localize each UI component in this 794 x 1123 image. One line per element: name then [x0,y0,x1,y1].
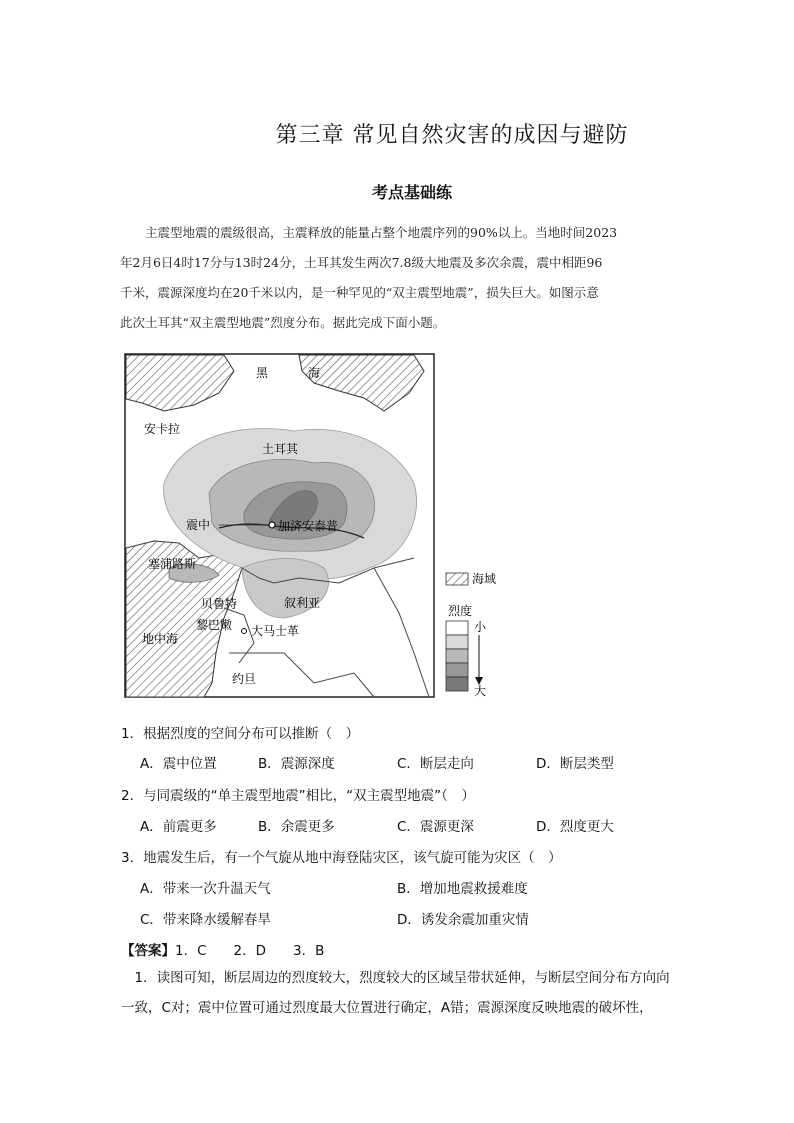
legend-swatch-4 [446,663,468,677]
gaziantep-dot [269,522,275,528]
legend-intensity-label: 烈度 [448,604,473,618]
legend-large-label: 大 [474,684,487,698]
question-3-stem: 3．地震发生后，有一个气旋从地中海登陆灾区，该气旋可能为灾区（ ） [121,850,562,866]
intro-paragraph [120,218,695,338]
label-mediterranean: 地中海 [142,632,179,646]
question-3-option-b: B．增加地震救援难度 [397,881,528,897]
label-turkey: 土耳其 [262,442,299,456]
intro-line: 主震型地震的震级很高，主震释放的能量占整个地震序列的90%以上。当地时间2023 [120,225,618,240]
legend-sea-swatch [446,573,468,585]
legend-sea-label: 海域 [472,572,497,586]
question-2-option-b: B．余震更多 [258,819,335,835]
legend-swatch-5 [446,677,468,691]
label-beirut: 贝鲁特 [201,597,238,611]
question-1-stem: 1．根据烈度的空间分布可以推断（ ） [121,726,360,742]
section-subtitle: 考点基础练 [371,183,452,202]
label-damascus: 大马士革 [251,624,300,638]
question-2-option-c: C．震源更深 [397,819,474,835]
question-1-option-b: B．震源深度 [258,756,335,772]
legend-swatch-2 [446,635,468,649]
question-2-option-d: D．烈度更大 [536,819,614,835]
intro-line: 千米，震源深度均在20千米以内，是一种罕见的“双主震型地震”，损失巨大。如图示意 [120,285,599,300]
question-3-option-d: D．诱发余震加重灾情 [397,912,529,928]
intro-line: 年2月6日4时17分与13时24分，土耳其发生两次7.8级大地震及多次余震，震中相距96 [120,255,603,270]
label-black-sea-2: 海 [308,366,321,380]
explanation-line: 一致，C对；震中位置可通过烈度最大位置进行确定，A错；震源深度反映地震的破坏性， [121,1000,653,1016]
legend-swatch-1 [446,621,468,635]
chapter-title: 第三章 常见自然灾害的成因与避防 [275,123,629,148]
label-black-sea-1: 黑 [256,366,269,380]
question-3-option-a: A．带来一次升温天气 [140,881,271,897]
label-lebanon: 黎巴嫩 [196,618,233,632]
intensity-map-figure [124,353,510,699]
question-2-option-a: A．前震更多 [140,819,217,835]
answer-text: 1．C 2．D 3．B [175,943,325,959]
damascus-dot [242,629,247,634]
question-1-option-c: C．断层走向 [397,756,474,772]
label-syria: 叙利亚 [284,596,321,610]
label-cyprus: 塞浦路斯 [148,557,197,571]
label-ankara: 安卡拉 [144,422,181,436]
intensity-map [124,353,510,699]
question-3-option-c: C．带来降水缓解春旱 [140,912,271,928]
label-gaziantep: 加济安泰普 [278,519,339,533]
answer-label: 【答案】 [121,943,175,959]
question-2-stem: 2．与同震级的“单主震型地震”相比，“双主震型地震”（ ） [121,788,475,804]
question-1-option-d: D．断层类型 [536,756,614,772]
label-epicenter: 震中 [186,518,211,532]
explanation-paragraph [121,963,681,1023]
explanation-line: 1．读图可知，断层周边的烈度较大，烈度较大的区域呈带状延伸，与断层空间分布方向向 [121,970,670,986]
answer-line [121,939,324,959]
legend-small-label: 小 [474,620,487,634]
label-jordan: 约旦 [232,672,257,686]
legend-swatch-3 [446,649,468,663]
question-1-option-a: A．震中位置 [140,756,217,772]
legend-intensity-scale [446,621,468,691]
intro-line: 此次土耳其“双主震型地震”烈度分布。据此完成下面小题。 [120,315,446,330]
